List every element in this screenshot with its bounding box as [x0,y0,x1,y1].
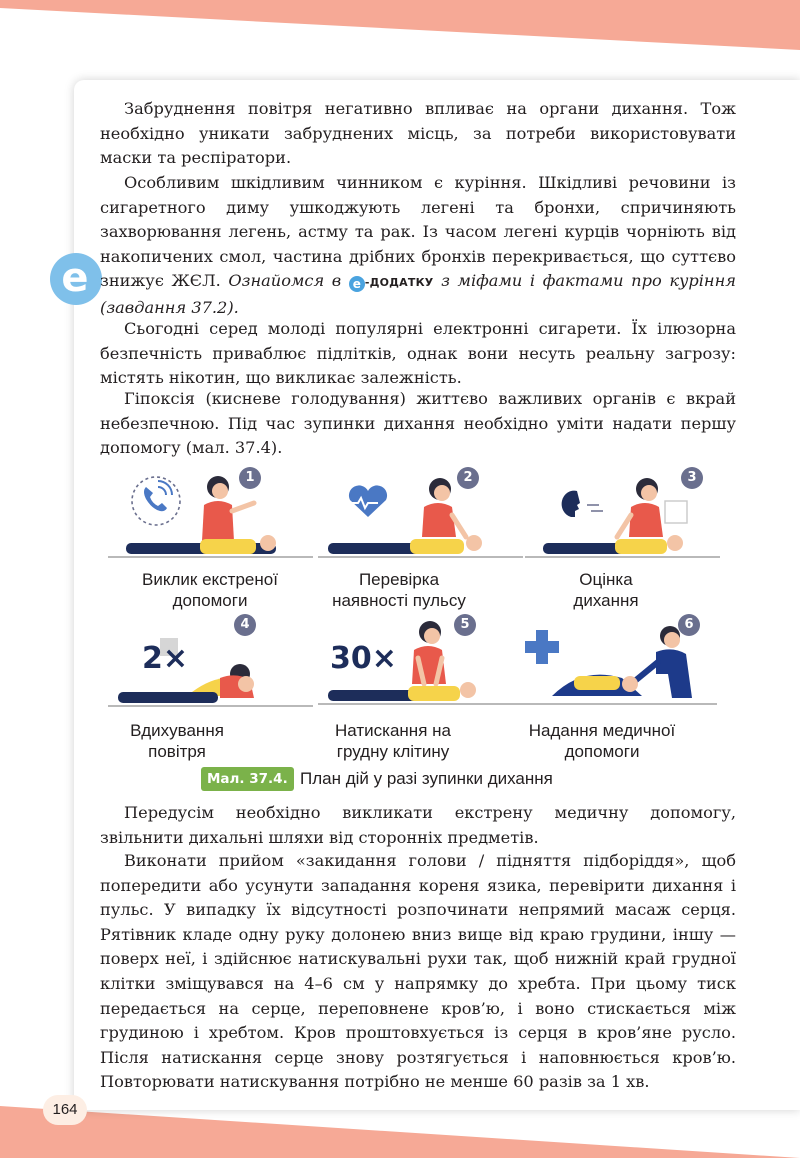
paragraph-cpr-technique-text: Виконати прийом «закидання голови / підняття підборіддя», щоб попередити або усунути западання кореня язика, перевірити дихання і пульс. У випадку їх відсутності розпочинати непрямий масаж серця. Рятівник кладе одну руку долонею вниз вище від краю грудини, іншу — поверх неї, і здійснює натискувальні рухи так, щоб нижній край грудної клітки зміщувався на 4–6 см у напрямку до хребта. При цьому тиск передається на серце, переповнене кров’ю, і воно стискається між грудиною і хребтом. Кров проштовхується із серця в кров’яне русло. Після натискання серце знову розтягується і наповнюється кров’ю. Повторювати натискування потрібно не менше 60 разів за 1 хв. [100,851,736,1092]
step-5-drawing [318,612,528,717]
step-4-caption-line1: Вдихування [130,721,224,740]
step-1-caption-line2: допомоги [172,591,248,610]
step-6-number: 6 [678,614,700,636]
paragraph-e-cigarettes-text: Сьогодні серед молоді популярні електронні сигарети. Їх ілюзорна безпечність приваблює підлітків, однак вони несуть реальну загрозу: містять нікотин, що викликає залежність. [100,319,736,388]
step-2-drawing [318,465,528,570]
step-3-caption-line2: дихання [573,591,639,610]
paragraph-e-cigarettes [100,317,736,391]
paragraph-air-pollution-text: Забруднення повітря негативно впливає на органи дихання. Тож необхідно уникати забруднених місць, за потреби використовувати маски та респіратори. [100,99,736,168]
medical-cross-icon [525,630,559,664]
step-6-caption-line1: Надання медичної [528,721,676,740]
step-3-caption-line1: Оцінка [579,570,633,589]
smoking-link-tail: з міфами і фактами про куріння (завдання 37.2). [100,271,736,317]
e-letter-icon [50,253,102,305]
head-breath-icon [562,491,603,517]
e-addon-icon[interactable]: e [349,276,365,292]
step-2-caption [294,569,504,611]
addon-link[interactable]: -ДОДАТКУ [364,276,434,290]
figure-label: Мал. 37.4. [201,767,294,791]
step-4-caption-line2: повітря [148,742,206,761]
step-1-drawing [108,465,318,570]
step-2-caption-line1: Перевірка [358,570,440,589]
svg-text:e: e [61,255,89,301]
step-4-illustration [108,612,318,717]
paragraph-smoking-text: Особливим шкідливим чинником є куріння. Шкідливі речовини із сигаретного диму ушкоджують легені та бронхи, спричиняють захворювання легень, астму та рак. Із часом легені курців чорніють від накопичених смол, частина дрібних бронхів перекривається, що суттєво знижує ЖЄЛ. [100,173,736,291]
phone-call-icon [144,481,172,511]
step-2-caption-line2: наявності пульсу [332,591,466,610]
top-decor-band [0,0,800,80]
page-number: 164 [43,1095,87,1125]
step-5-caption-line2: грудну клітину [336,742,450,761]
figure-caption: План дій у разі зупинки дихання [300,769,553,788]
step-4-number: 4 [234,614,256,636]
paragraph-hypoxia-text: Гіпоксія (кисневе голодування) життєво важливих органів є вкрай небезпечною. Під час зупинки дихання необхідно уміти надати першу допомогу (мал. 37.4). [100,389,736,458]
paragraph-air-pollution [100,97,736,171]
paragraph-cpr-technique [100,849,736,1095]
step-3-illustration [515,465,725,570]
step-1-illustration [108,465,318,570]
step-6-illustration [512,612,722,717]
step-6-caption-line2: допомоги [564,742,640,761]
paragraph-call-help-text: Передусім необхідно викликати екстрену медичну допомогу, звільнити дихальні шляхи від сторонніх предметів. [100,803,736,847]
step-3-number: 3 [681,467,703,489]
step-3-caption [501,569,711,611]
step-5-caption [288,720,498,762]
step-4-count-text: 2× [142,641,189,676]
step-4-caption [72,720,282,762]
step-1-number: 1 [239,467,261,489]
paragraph-call-help [100,801,736,850]
step-1-caption-line1: Виклик екстреної [142,570,278,589]
step-6-caption [497,720,707,762]
step-1-caption [105,569,315,611]
step-5-caption-line1: Натискання на [335,721,451,740]
smoking-link-lead: Ознайомся в [228,271,342,291]
step-5-count-text: 30× [330,641,397,676]
step-2-number: 2 [457,467,479,489]
step-2-illustration [318,465,528,570]
paragraph-smoking [100,171,736,321]
paragraph-hypoxia [100,387,736,461]
step-4-drawing [108,612,318,717]
step-5-illustration [318,612,528,717]
heart-pulse-icon [349,485,387,517]
step-5-number: 5 [454,614,476,636]
